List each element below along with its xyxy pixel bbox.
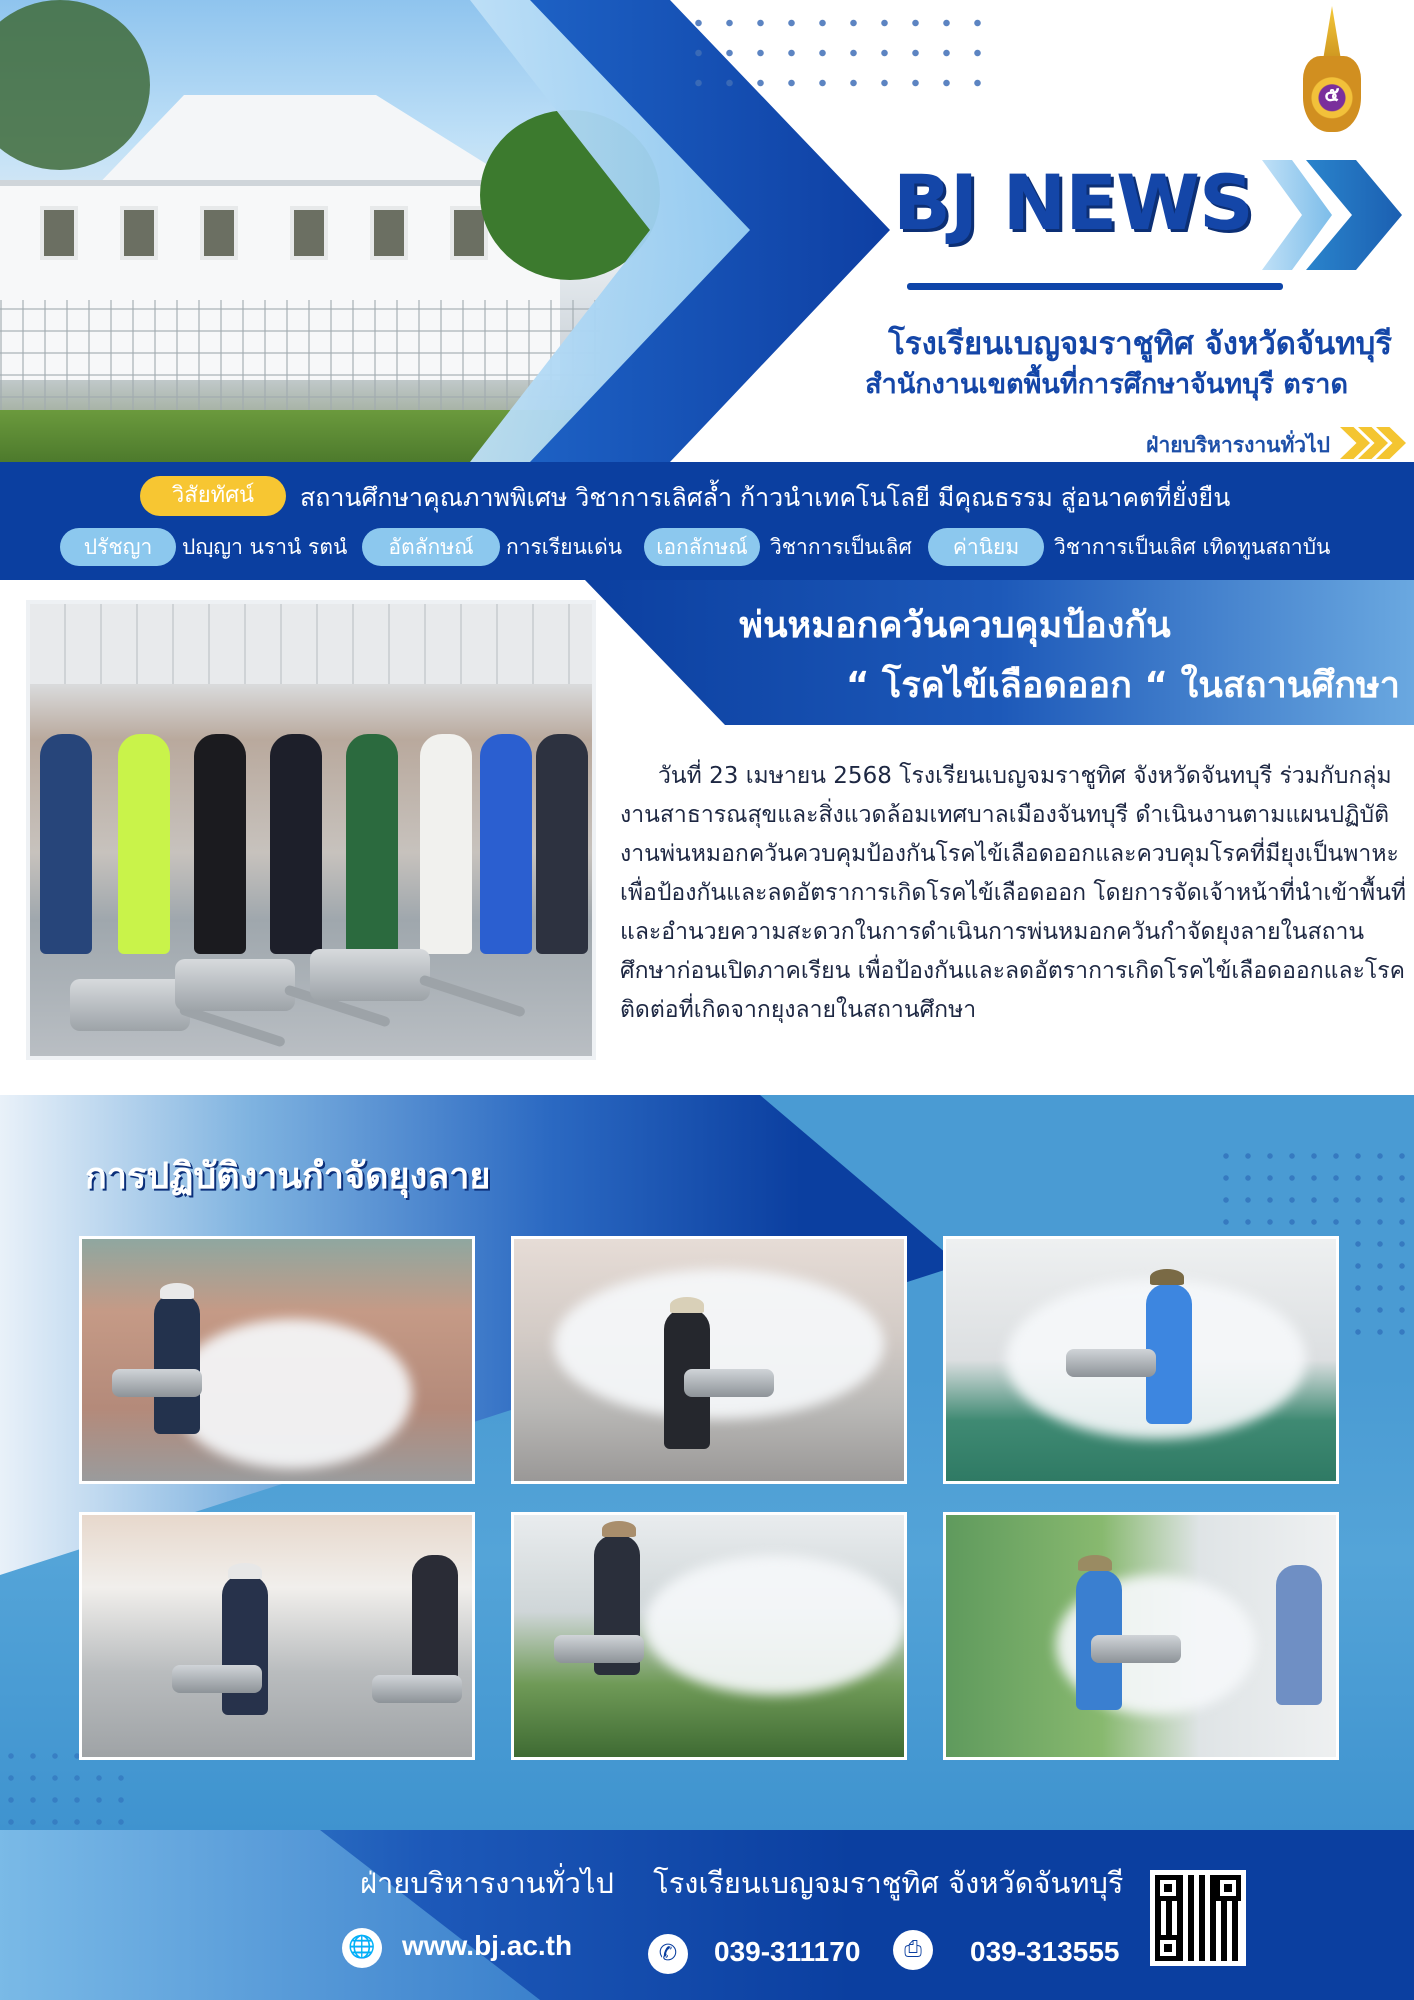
globe-icon: 🌐 — [342, 1928, 382, 1968]
footer-department: ฝ่ายบริหารงานทั่วไป — [360, 1866, 614, 1900]
footer — [0, 1830, 1414, 2000]
triple-chevron-icon — [1340, 427, 1410, 459]
newsletter-title: BJ NEWS — [893, 158, 1253, 247]
fax-icon: ⎙ — [893, 1930, 933, 1970]
group-photo-officials — [26, 600, 596, 1060]
identity-text: การเรียนเด่น — [506, 535, 623, 559]
activity-photo — [511, 1236, 907, 1484]
article-headline-line1: พ่นหมอกควันควบคุมป้องกัน — [739, 605, 1171, 646]
vision-label: วิสัยทัศน์ — [140, 476, 286, 516]
activity-photo — [943, 1512, 1339, 1760]
activity-photo — [79, 1512, 475, 1760]
activity-photo — [511, 1512, 907, 1760]
school-crest-logo: ๕ — [1301, 6, 1363, 134]
activity-photo — [79, 1236, 475, 1484]
philosophy-label: ปรัชญา — [60, 528, 176, 566]
article-body-paragraph: วันที่ 23 เมษายน 2568 โรงเรียนเบญจมราชูทิศ จังหวัดจันทบุรี ร่วมกับกลุ่มงานสาธารณสุขและสิ่งแวดล้อมเทศบาลเมืองจันทบุรี ดำเนินงานตามแผนปฏิบัติงานพ่นหมอกควันควบคุมป้องกันโรคไข้เลือดออกและควบคุมโรคที่มียุงเป็นพาหะเพื่อป้องกันและลดอัตราการเกิดโรคไข้เลือดออก โดยการจัดเจ้าหน้าที่นำเข้าพื้นที่และอำนวยความสะดวกในการดำเนินการพ่นหมอกควันกำจัดยุงลายในสถานศึกษาก่อนเปิดภาคเรียน เพื่อป้องกันและลดอัตราการเกิดโรคไข้เลือดออกและโรคติดต่อที่เกิดจากยุงลายในสถานศึกษา — [620, 763, 1407, 1023]
website-link[interactable]: www.bj.ac.th — [402, 1930, 573, 1961]
values-text: วิชาการเป็นเลิศ เทิดทูนสถาบัน — [1054, 535, 1331, 559]
title-divider — [907, 283, 1283, 290]
article-body — [620, 757, 1410, 1030]
uniqueness-text: วิชาการเป็นเลิศ — [770, 535, 912, 559]
office-name: สำนักงานเขตพื้นที่การศึกษาจันทบุรี ตราด — [865, 369, 1348, 400]
qr-code-icon[interactable] — [1150, 1870, 1246, 1966]
school-name: โรงเรียนเบญจมราชูทิศ จังหวัดจันทบุรี — [888, 326, 1392, 362]
double-chevron-icon — [1262, 160, 1402, 270]
vision-band — [0, 462, 1414, 580]
phone-number[interactable]: 039-311170 — [714, 1936, 861, 1967]
header — [0, 0, 1414, 462]
activities-section — [0, 1095, 1414, 1830]
footer-school: โรงเรียนเบญจมราชูทิศ จังหวัดจันทบุรี — [653, 1866, 1124, 1900]
activity-photo — [943, 1236, 1339, 1484]
department-tag: ฝ่ายบริหารงานทั่วไป — [1146, 433, 1330, 457]
phone-icon: ✆ — [648, 1934, 688, 1974]
identity-label: อัตลักษณ์ — [362, 528, 500, 566]
uniqueness-label: เอกลักษณ์ — [644, 528, 760, 566]
article-headline-line2: “ โรคไข้เลือดออก “ ในสถานศึกษา — [845, 665, 1400, 706]
fax-number: 039-313555 — [970, 1936, 1120, 1967]
values-label: ค่านิยม — [928, 528, 1044, 566]
footer-organization — [360, 1860, 1123, 1906]
activities-title: การปฏิบัติงานกำจัดยุงลาย — [85, 1156, 491, 1197]
philosophy-text: ปญฺญา นรานํ รตนํ — [182, 535, 348, 559]
vision-text: สถานศึกษาคุณภาพพิเศษ วิชาการเลิศล้ำ ก้าวนำเทคโนโลยี มีคุณธรรม สู่อนาคตที่ยั่งยืน — [300, 483, 1231, 512]
dot-pattern — [683, 8, 983, 98]
